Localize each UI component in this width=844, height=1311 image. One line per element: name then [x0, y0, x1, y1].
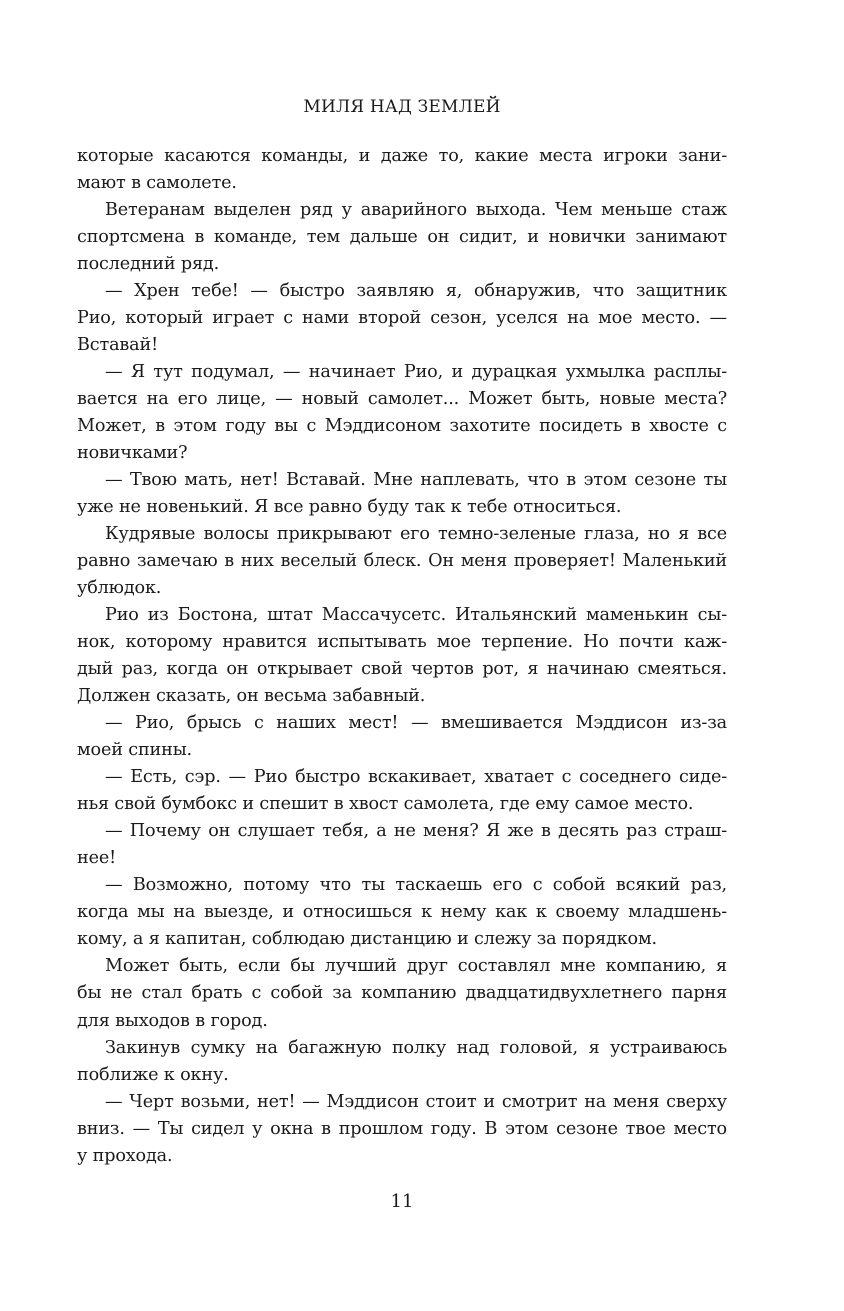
text-line: — Черт возьми, нет! — Мэддисон стоит и смотрит на меня сверху	[105, 1091, 727, 1112]
text-line: Рио, который играет с нами второй сезон, уселся на мое место. —	[77, 308, 727, 329]
text-line: бы не стал брать с собой за компанию двадцатидвухлетнего парня	[77, 983, 727, 1004]
text-line: когда мы на выезде, и относишься к нему как к своему младшень-	[77, 902, 727, 923]
page-number: 11	[390, 1191, 414, 1212]
text-line: нее!	[77, 848, 117, 869]
text-line: Рио из Бостона, штат Массачусетс. Итальянский маменькин сы-	[105, 605, 727, 626]
body-text	[77, 143, 727, 1170]
text-line: спортсмена в команде, тем дальше он сидит, и новички занимают	[77, 227, 727, 248]
text-line: поближе к окну.	[77, 1064, 229, 1085]
running-head-title: МИЛЯ НАД ЗЕМЛЕЙ	[303, 97, 501, 117]
text-line: Может быть, если бы лучший друг составлял мне компанию, я	[105, 956, 727, 977]
text-line: Вставай!	[77, 335, 158, 356]
text-line: для выходов в город.	[77, 1010, 268, 1031]
text-line: — Я тут подумал, — начинает Рио, и дурацкая ухмылка расплы-	[105, 362, 727, 383]
text-line: вниз. — Ты сидел у окна в прошлом году. В этом сезоне твое место	[77, 1118, 727, 1139]
text-line: Кудрявые волосы прикрывают его темно-зеленые глаза, но я все	[105, 524, 727, 545]
text-line: Закинув сумку на багажную полку над головой, я устраиваюсь	[105, 1037, 727, 1058]
text-line: Должен сказать, он весьма забавный.	[77, 686, 426, 707]
text-line: мают в самолете.	[77, 173, 237, 194]
text-line: вается на его лице, — новый самолет... Может быть, новые места?	[77, 389, 727, 410]
text-line: — Возможно, потому что ты таскаешь его с собой всякий раз,	[105, 875, 727, 896]
text-line: кому, а я капитан, соблюдаю дистанцию и слежу за порядком.	[77, 929, 657, 950]
text-line: которые касаются команды, и даже то, какие места игроки зани-	[77, 146, 727, 166]
text-line: уже не новенький. Я все равно буду так к тебе относиться.	[77, 497, 622, 518]
text-line: Ветеранам выделен ряд у аварийного выхода. Чем меньше стаж	[105, 200, 727, 221]
text-line: — Хрен тебе! — быстро заявляю я, обнаружив, что защитник	[105, 281, 727, 302]
text-line: нья свой бумбокс и спешит в хвост самолета, где ему самое место.	[77, 794, 694, 815]
text-line: у прохода.	[77, 1145, 173, 1166]
text-line: — Твою мать, нет! Вставай. Мне наплевать, что в этом сезоне ты	[105, 470, 727, 491]
text-line: равно замечаю в них веселый блеск. Он меня проверяет! Маленький	[77, 551, 727, 572]
text-line: дый раз, когда он открывает свой чертов рот, я начинаю смеяться.	[77, 659, 727, 680]
text-line: моей спины.	[77, 740, 192, 761]
text-line: — Почему он слушает тебя, а не меня? Я же в десять раз страш-	[105, 821, 727, 842]
text-line: ублюдок.	[77, 578, 162, 599]
text-line: — Рио, брысь с наших мест! — вмешивается Мэддисон из-за	[105, 713, 727, 734]
text-line: последний ряд.	[77, 254, 220, 275]
text-line: новичками?	[77, 443, 188, 464]
text-line: — Есть, сэр. — Рио быстро вскакивает, хватает с соседнего сиде-	[105, 767, 727, 788]
text-line: Может, в этом году вы с Мэддисоном захотите посидеть в хвосте с	[77, 416, 727, 437]
text-line: нок, которому нравится испытывать мое терпение. Но почти каж-	[77, 632, 727, 653]
